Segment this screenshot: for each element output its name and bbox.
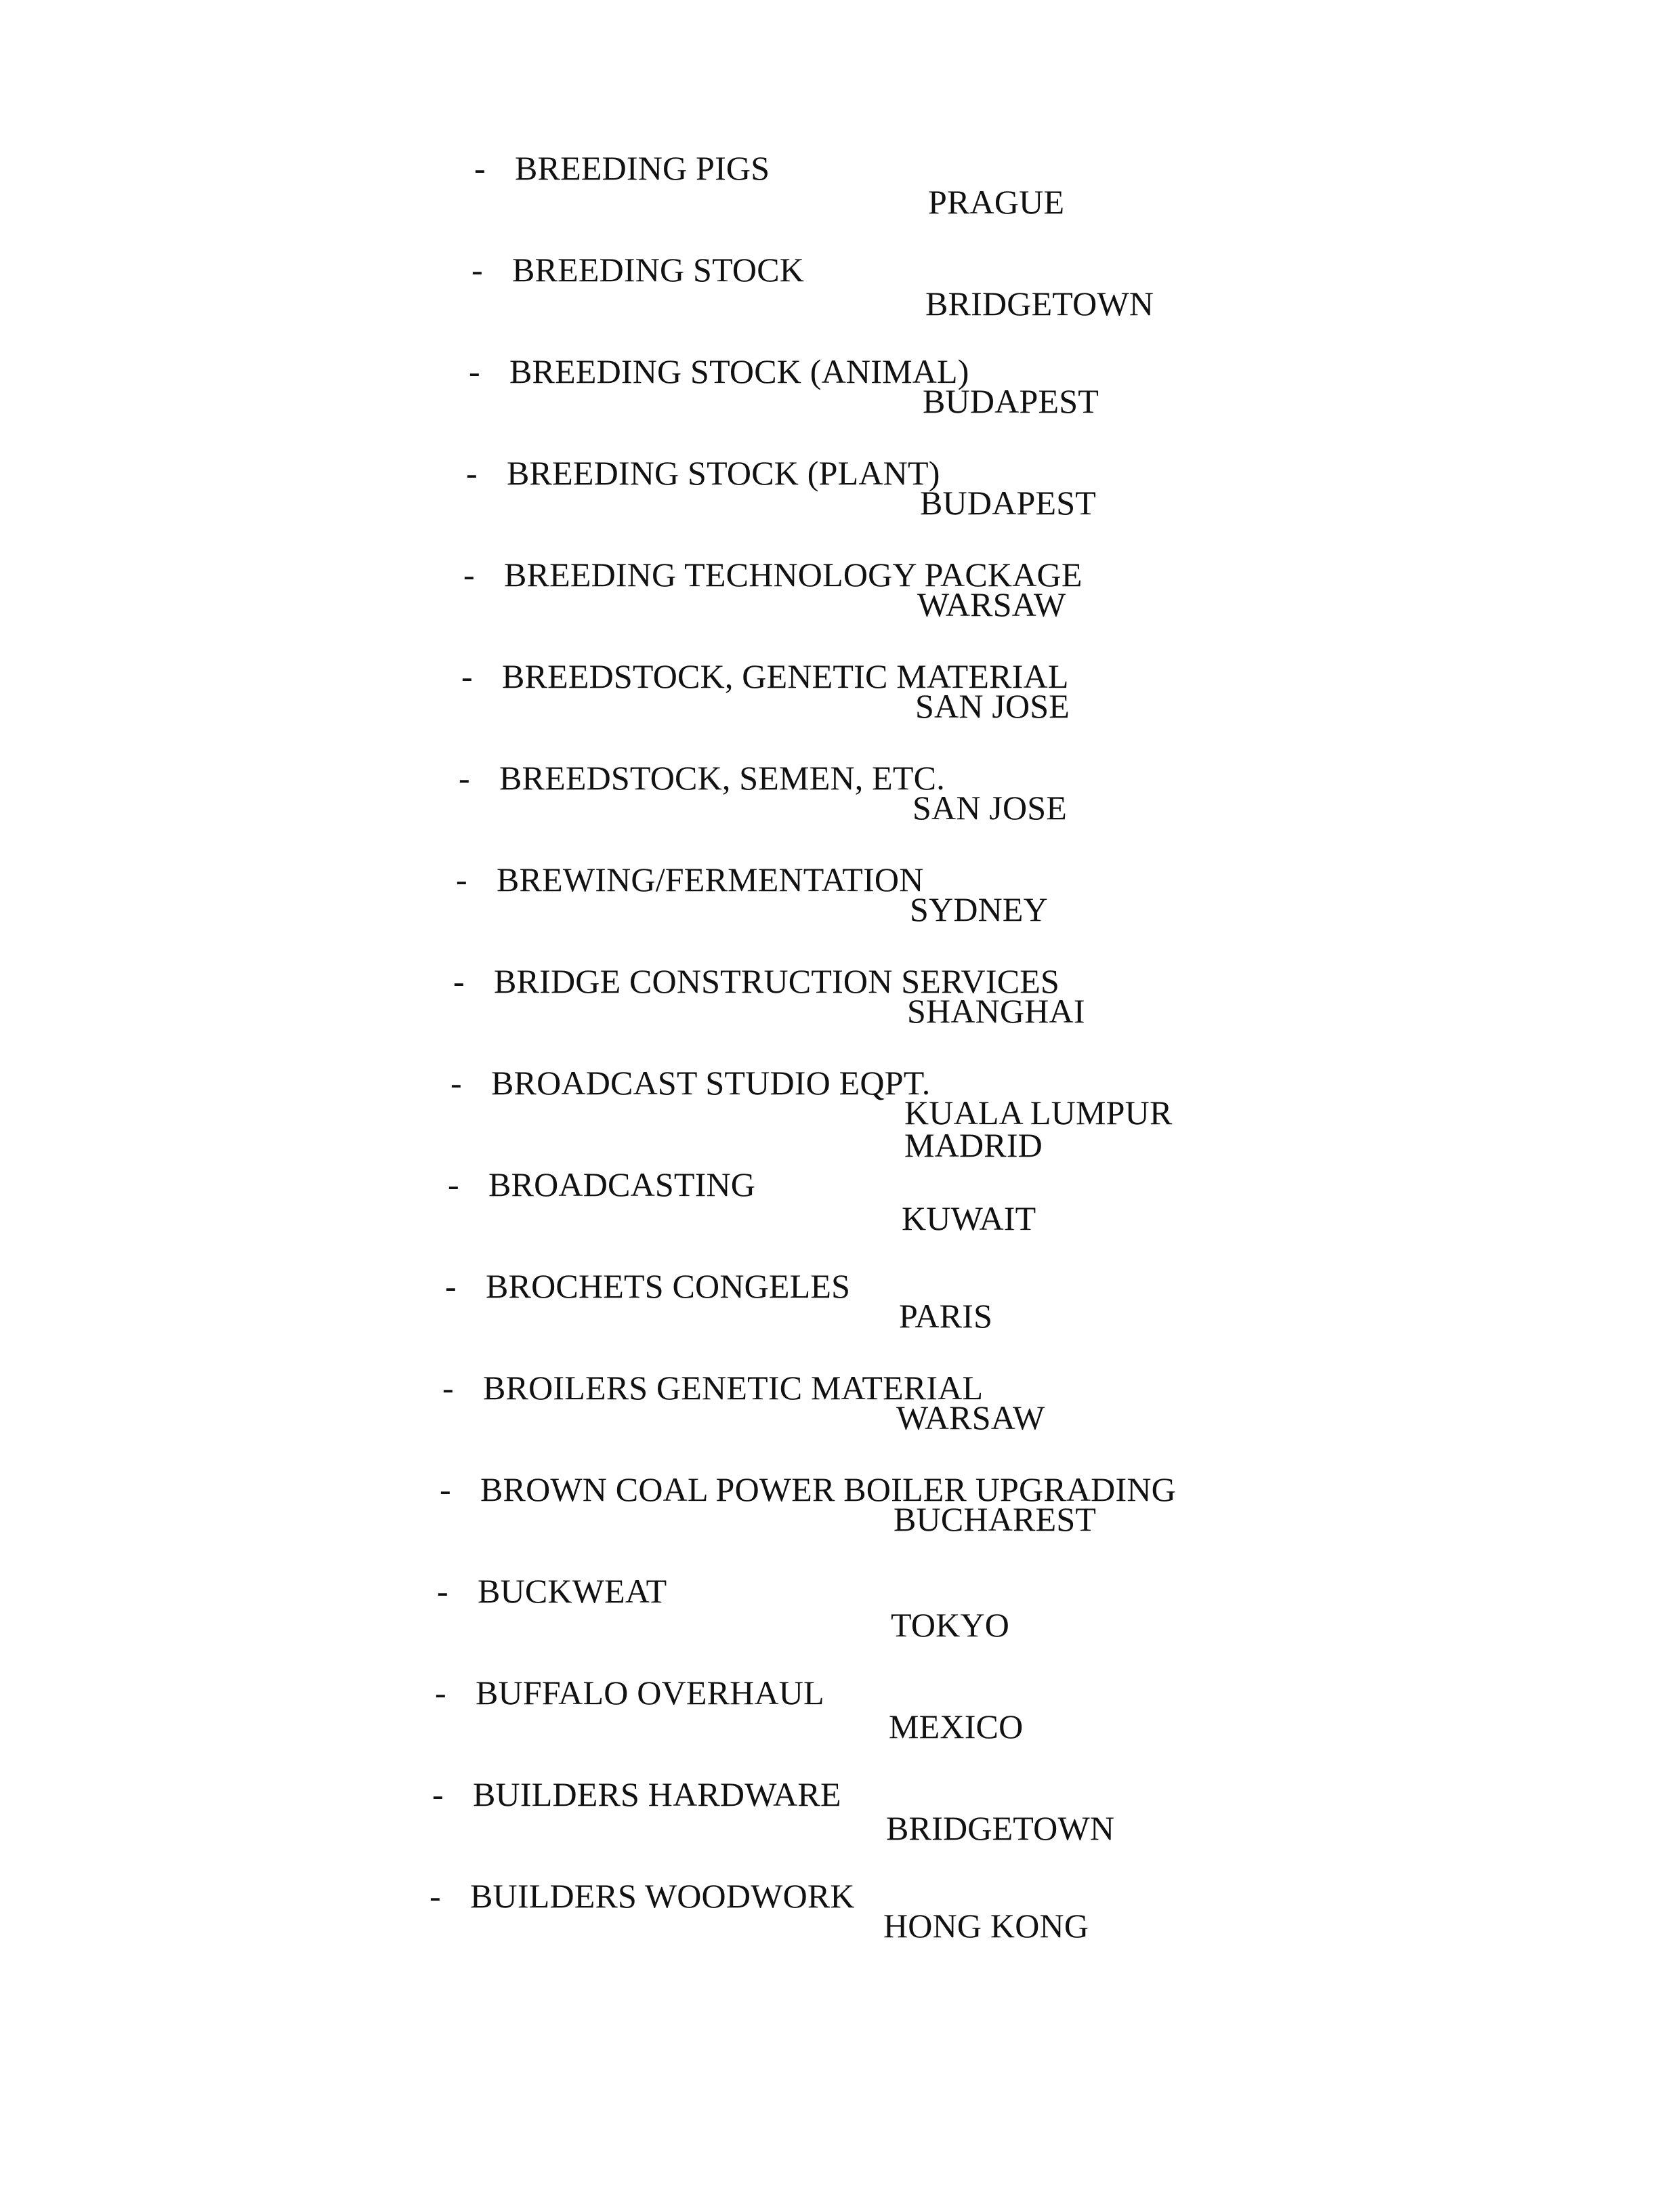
product-name: BROILERS GENETIC MATERIAL xyxy=(483,1369,984,1407)
city-list xyxy=(923,382,1099,420)
item-dash: - xyxy=(445,1267,457,1305)
product-name: BUILDERS WOODWORK xyxy=(470,1877,855,1915)
city-name: WARSAW xyxy=(896,1399,1045,1436)
product-name: BUFFALO OVERHAUL xyxy=(476,1674,824,1712)
city-name: SAN JOSE xyxy=(915,687,1070,725)
item-dash: - xyxy=(429,1877,441,1915)
city-name: BUDAPEST xyxy=(920,484,1096,522)
city-name: SHANGHAI xyxy=(907,992,1085,1030)
product-name: BREEDSTOCK, GENETIC MATERIAL xyxy=(502,657,1069,695)
city-name: BRIDGETOWN xyxy=(925,285,1154,323)
city-name: MADRID xyxy=(904,1126,1043,1164)
list-item xyxy=(0,453,1680,547)
city-list xyxy=(917,585,1066,623)
city-name: PRAGUE xyxy=(928,183,1065,221)
list-item xyxy=(0,1266,1680,1361)
product-name: BREWING/FERMENTATION xyxy=(497,861,924,898)
list-item xyxy=(0,1367,1680,1462)
item-dash: - xyxy=(461,657,473,695)
product-name: BREEDING STOCK (ANIMAL) xyxy=(509,352,969,390)
city-name: HONG KONG xyxy=(883,1907,1089,1945)
item-dash: - xyxy=(450,1064,462,1102)
list-item xyxy=(0,1164,1680,1259)
city-name: KUWAIT xyxy=(902,1199,1036,1237)
city-name: PARIS xyxy=(899,1297,993,1335)
item-dash: - xyxy=(474,149,486,187)
list-item xyxy=(0,554,1680,649)
item-dash: - xyxy=(448,1165,459,1203)
list-item xyxy=(0,1469,1680,1564)
list-item xyxy=(0,758,1680,852)
item-dash: - xyxy=(442,1369,454,1407)
product-name: BREEDING STOCK xyxy=(512,251,805,289)
product-name: BREEDING STOCK (PLANT) xyxy=(507,454,940,492)
city-list xyxy=(928,183,1065,221)
item-dash: - xyxy=(440,1470,451,1508)
city-list xyxy=(915,687,1070,725)
city-name: WARSAW xyxy=(917,585,1066,623)
city-list xyxy=(920,484,1096,522)
item-dash: - xyxy=(435,1674,446,1712)
product-name: BROCHETS CONGELES xyxy=(486,1267,851,1305)
list-item xyxy=(0,656,1680,751)
list-item xyxy=(0,1571,1680,1666)
item-dash: - xyxy=(463,556,475,594)
city-name: BUCHAREST xyxy=(894,1500,1097,1538)
product-name: BREEDING TECHNOLOGY PACKAGE xyxy=(504,556,1083,594)
city-list xyxy=(899,1297,993,1335)
city-list xyxy=(925,285,1154,323)
item-dash: - xyxy=(437,1572,448,1610)
city-list xyxy=(907,992,1085,1030)
item-dash: - xyxy=(453,962,465,1000)
list-item xyxy=(0,961,1680,1056)
city-list xyxy=(896,1401,1045,1434)
city-name: BUDAPEST xyxy=(923,382,1099,420)
product-name: BRIDGE CONSTRUCTION SERVICES xyxy=(494,962,1059,1000)
product-name: BROADCAST STUDIO EQPT. xyxy=(491,1064,931,1102)
city-list xyxy=(889,1710,1023,1743)
list-item xyxy=(0,148,1680,243)
item-dash: - xyxy=(459,759,470,797)
city-name: SAN JOSE xyxy=(912,789,1068,827)
list-item xyxy=(0,1774,1680,1869)
list-item xyxy=(0,351,1680,446)
city-name: KUALA LUMPUR xyxy=(904,1094,1173,1132)
city-name: MEXICO xyxy=(889,1708,1024,1745)
list-item xyxy=(0,859,1680,954)
list-item xyxy=(0,249,1680,344)
product-name: BROWN COAL POWER BOILER UPGRADING xyxy=(480,1470,1176,1508)
list-item xyxy=(0,1876,1680,1970)
product-name: BROADCASTING xyxy=(488,1165,756,1203)
city-name: BRIDGETOWN xyxy=(886,1809,1115,1847)
list-item xyxy=(0,1672,1680,1767)
city-list xyxy=(883,1907,1089,1945)
list-item xyxy=(0,1062,1680,1164)
item-dash: - xyxy=(432,1775,444,1813)
product-name: BREEDING PIGS xyxy=(515,149,770,187)
product-name: BREEDSTOCK, SEMEN, ETC. xyxy=(499,759,945,797)
item-dash: - xyxy=(466,454,478,492)
city-name: SYDNEY xyxy=(910,890,1048,928)
city-list xyxy=(902,1199,1036,1237)
city-list xyxy=(912,789,1068,827)
city-list xyxy=(891,1606,1010,1644)
city-name: TOKYO xyxy=(891,1606,1010,1644)
product-name: BUCKWEAT xyxy=(478,1572,667,1610)
item-dash: - xyxy=(471,251,483,289)
item-dash: - xyxy=(469,352,480,390)
city-list xyxy=(904,1094,1173,1164)
city-list xyxy=(894,1500,1097,1538)
item-dash: - xyxy=(456,861,467,898)
city-list xyxy=(886,1809,1115,1847)
city-list xyxy=(910,890,1048,928)
product-name: BUILDERS HARDWARE xyxy=(473,1775,841,1813)
